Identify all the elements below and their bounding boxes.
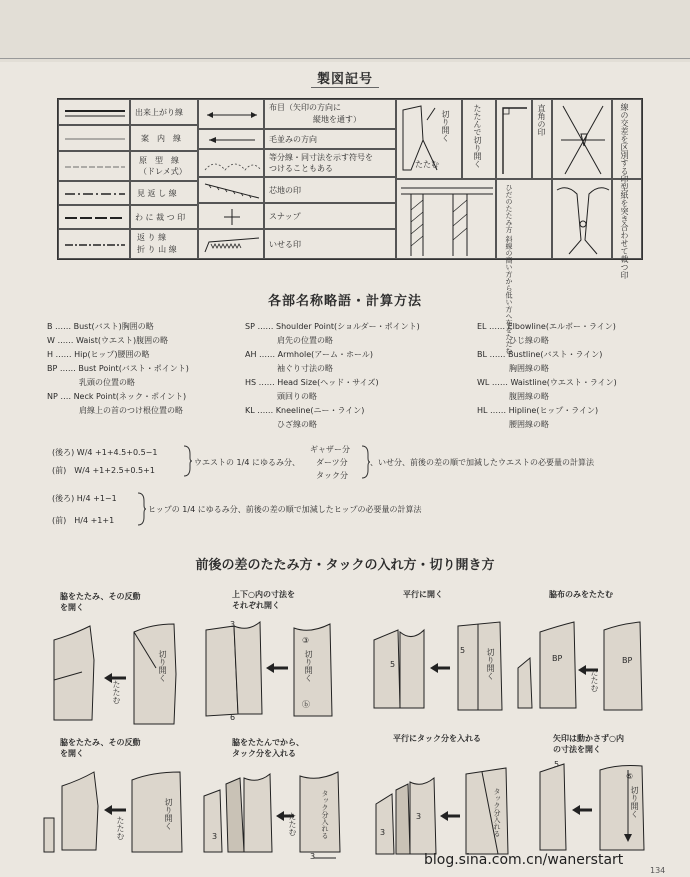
formula-waist-middle: ウエストの 1/4 にゆるみ分、 <box>194 458 300 467</box>
formula-waist-back: (後ろ) W/4 +1+4.5+0.5−1 <box>52 448 158 457</box>
diagram-num-5: 5 <box>460 646 466 655</box>
label-dreme: （ドレメ式） <box>139 167 187 176</box>
page-number: 134 <box>650 866 666 875</box>
abbr-item: EL ‥‥‥ Elbowline(エルボー・ライン) <box>477 322 616 331</box>
symbol-label-cell <box>130 99 198 125</box>
formula-waist-end: 、いせ分、前後の差の順で加減したウエストの必要量の計算法 <box>370 458 594 467</box>
symbol-label-cell <box>130 229 198 259</box>
label-fold-and-open: たたんで切り開く <box>473 104 482 168</box>
label-equal-division-2: つけることもある <box>269 164 333 173</box>
diagram-num-3: 3 <box>416 812 422 821</box>
diagram-num-3: 3 <box>230 620 236 629</box>
symbol-crossing <box>552 99 612 179</box>
symbol-label-cell <box>264 129 396 149</box>
abbr-item: 胸囲線の略 <box>477 364 549 373</box>
caption-4: 脇布のみをたたむ <box>549 590 613 599</box>
abbr-item: H ‥‥‥ Hip(ヒップ)腰囲の略 <box>47 350 150 359</box>
symbols-title: 製図記号 <box>0 68 690 88</box>
abbr-item: 腰囲線の略 <box>477 420 549 429</box>
diagram-label-open: 切り開く <box>164 798 173 830</box>
diagram-circ-3: ③ <box>302 636 310 645</box>
symbol-label-cell <box>264 149 396 177</box>
label-crossing: 線の交差を区別する印 <box>620 103 629 183</box>
diagram-label-open: 切り開く <box>304 650 313 682</box>
diagram-circ-5: ⑤ <box>626 772 634 781</box>
abbr-item: 袖ぐり寸法の略 <box>245 364 333 373</box>
symbol-snap <box>198 203 264 229</box>
symbol-right-angle-label <box>532 99 552 179</box>
caption-1: 脇をたたみ、その反動 を開く <box>60 592 141 612</box>
symbol-label-cell <box>264 99 396 129</box>
abbr-item: AH ‥‥‥ Armhole(アーム・ホール) <box>245 350 373 359</box>
abbr-item: ひじ線の略 <box>477 336 549 345</box>
symbol-nap-arrow <box>198 129 264 149</box>
diagram-bp: BP <box>622 656 633 665</box>
label-guide-line: 案 内 線 <box>141 134 181 143</box>
abbr-item: 肩線上の首のつけ根位置の略 <box>47 406 183 415</box>
abbr-item: SP ‥‥‥ Shoulder Point(ショルダー・ポイント) <box>245 322 420 331</box>
symbol-pleat-open <box>396 99 462 179</box>
diagram-num-3: 3 <box>212 832 218 841</box>
symbol-equal-division <box>198 149 264 177</box>
label-fold-cut: わ に 裁 つ 印 <box>135 213 186 222</box>
diagram-label-open: 切り開く <box>158 650 167 682</box>
label-equal-division: 等分線・同寸法を示す符号を <box>269 153 373 162</box>
formula-gather: ギャザー分 <box>310 445 350 454</box>
caption-5: 脇をたたみ、その反動 を開く <box>60 738 141 758</box>
symbol-match-label <box>612 179 642 279</box>
diagram-circ-b: ⓑ <box>302 700 310 709</box>
caption-6: 脇をたたんでから、 タック分を入れる <box>232 738 304 758</box>
label-fold-mountain: 折 り 山 線 <box>137 245 177 254</box>
diagram-label-fold: たたむ <box>116 816 125 840</box>
label-grain: 布目（矢印の方向に <box>269 103 341 112</box>
diagram-label-fold: たたむ <box>112 680 121 704</box>
symbol-right-angle <box>496 99 532 179</box>
symbol-label-cell <box>130 125 198 151</box>
caption-7: 平行にタック分を入れる <box>393 734 481 743</box>
abbr-item: 腹囲線の略 <box>477 392 549 401</box>
caption-3: 平行に開く <box>403 590 443 599</box>
diagram-num-6: 6 <box>230 713 236 722</box>
label-interfacing: 芯地の印 <box>269 186 301 195</box>
label-base-line: 原 型 線 <box>139 156 179 165</box>
formula-brace <box>360 444 370 480</box>
diagram-open-both <box>198 618 338 728</box>
diagram-fold-side-1 <box>48 620 188 730</box>
diagram-label-fold: たたむ <box>288 812 297 836</box>
symbol-line-fold-cut <box>58 205 130 229</box>
abbr-item: 肩先の位置の略 <box>245 336 333 345</box>
symbol-label-cell <box>130 181 198 205</box>
label-roll-line: 返 り 線 <box>137 233 167 242</box>
label-pleat-fold: たたむ <box>415 160 439 169</box>
diagram-bp: BP <box>552 654 563 663</box>
blog-watermark: blog.sina.com.cn/wanerstart <box>424 852 624 868</box>
symbol-label-cell <box>130 151 198 181</box>
diagram-num-3: 3 <box>310 852 316 861</box>
abbr-item: KL ‥‥‥ Kneeline(ニー・ライン) <box>245 406 365 415</box>
abbr-item: HS ‥‥‥ Head Size(ヘッド・サイズ) <box>245 378 379 387</box>
symbol-line-guide <box>58 125 130 151</box>
label-match-pattern: 型紙を突き合わせて裁つ印 <box>620 183 629 279</box>
symbol-match-pattern <box>552 179 612 259</box>
formula-waist-front: (前) W/4 +1+2.5+0.5+1 <box>52 466 155 475</box>
symbol-label-cell <box>264 229 396 259</box>
abbr-item: ひざ線の略 <box>245 420 317 429</box>
symbol-fold-open-label <box>462 99 496 179</box>
formula-tuck: タック分 <box>316 471 348 480</box>
formula-dart: ダーツ分 <box>316 458 348 467</box>
abbr-item: BL ‥‥‥ Bustline(バスト・ライン) <box>477 350 603 359</box>
symbol-line-roll <box>58 229 130 259</box>
diagram-label-fold: たたむ <box>590 668 599 692</box>
diagram-num-5: 5 <box>554 760 560 769</box>
diagram-fixed-arrow <box>530 760 660 856</box>
formula-hip-front: (前) H/4 +1+1 <box>52 516 115 525</box>
diagram-label-open: 切り開く <box>630 786 639 818</box>
label-nap: 毛並みの方向 <box>269 135 317 144</box>
symbol-tuck-pleats <box>396 179 496 259</box>
abbr-item: 頭回りの略 <box>245 392 317 401</box>
symbol-line-facing <box>58 181 130 205</box>
symbol-crossing-label <box>612 99 642 183</box>
label-snap: スナップ <box>269 212 301 221</box>
abbr-item: HL ‥‥‥ Hipline(ヒップ・ライン) <box>477 406 599 415</box>
symbol-ease <box>198 229 264 259</box>
abbr-item: W ‥‥‥ Waist(ウエスト)腹囲の略 <box>47 336 169 345</box>
diagram-num-3: 3 <box>380 828 386 837</box>
diagram-num-5: 5 <box>390 660 396 669</box>
diagram-label-open: 切り開く <box>486 648 495 680</box>
abbr-item: WL ‥‥‥ Waistline(ウエスト・ライン) <box>477 378 617 387</box>
formula-hip-text: ヒップの 1/4 にゆるみ分、前後の差の順で加減したヒップの必要量の計算法 <box>148 505 422 514</box>
symbol-line-finish <box>58 99 130 125</box>
caption-2: 上下○内の寸法を それぞれ開く <box>232 590 295 610</box>
diagram-label-tuck: タック分入れる <box>493 788 501 837</box>
diagram-fold-side-panel <box>512 618 652 718</box>
page-header-band <box>0 0 690 62</box>
label-right-angle: 直角の印 <box>537 104 546 136</box>
label-finish-line: 出来上がり線 <box>135 108 183 117</box>
formula-brace <box>182 444 192 478</box>
symbol-label-cell <box>264 177 396 203</box>
abbr-title: 各部名称略語・計算方法 <box>267 294 422 309</box>
symbol-interfacing <box>198 177 264 203</box>
abbr-item: NP ‥‥ Neck Point(ネック・ポイント) <box>47 392 187 401</box>
formula-brace <box>136 491 146 527</box>
label-facing-line: 見 返 し 線 <box>137 189 177 198</box>
section3-title: 前後の差のたたみ方・タックの入れ方・切り開き方 <box>195 558 495 573</box>
label-tuck-direction: ひだのたたみ方 斜線の高い方から低い方へ布をたたむ <box>505 184 513 355</box>
caption-8: 矢印は動かさず○内 の寸法を開く <box>553 734 624 754</box>
abbr-item: B ‥‥‥ Bust(バスト)胸囲の略 <box>47 322 154 331</box>
label-ease: いせる印 <box>269 240 301 249</box>
symbol-label-cell <box>130 205 198 229</box>
header-rule <box>0 58 690 59</box>
symbol-line-base <box>58 151 130 181</box>
formula-hip-back: (後ろ) H/4 +1−1 <box>52 494 117 503</box>
symbol-grain-arrow <box>198 99 264 129</box>
abbr-item: BP ‥‥‥ Bust Point(バスト・ポイント) <box>47 364 189 373</box>
symbol-label-cell <box>264 203 396 229</box>
label-pleat-open: 切り開く <box>441 110 450 142</box>
diagram-label-tuck: タック分入れる <box>321 790 329 839</box>
abbr-item: 乳頭の位置の略 <box>47 378 135 387</box>
label-grain-2: 縦地を通す） <box>313 115 361 124</box>
